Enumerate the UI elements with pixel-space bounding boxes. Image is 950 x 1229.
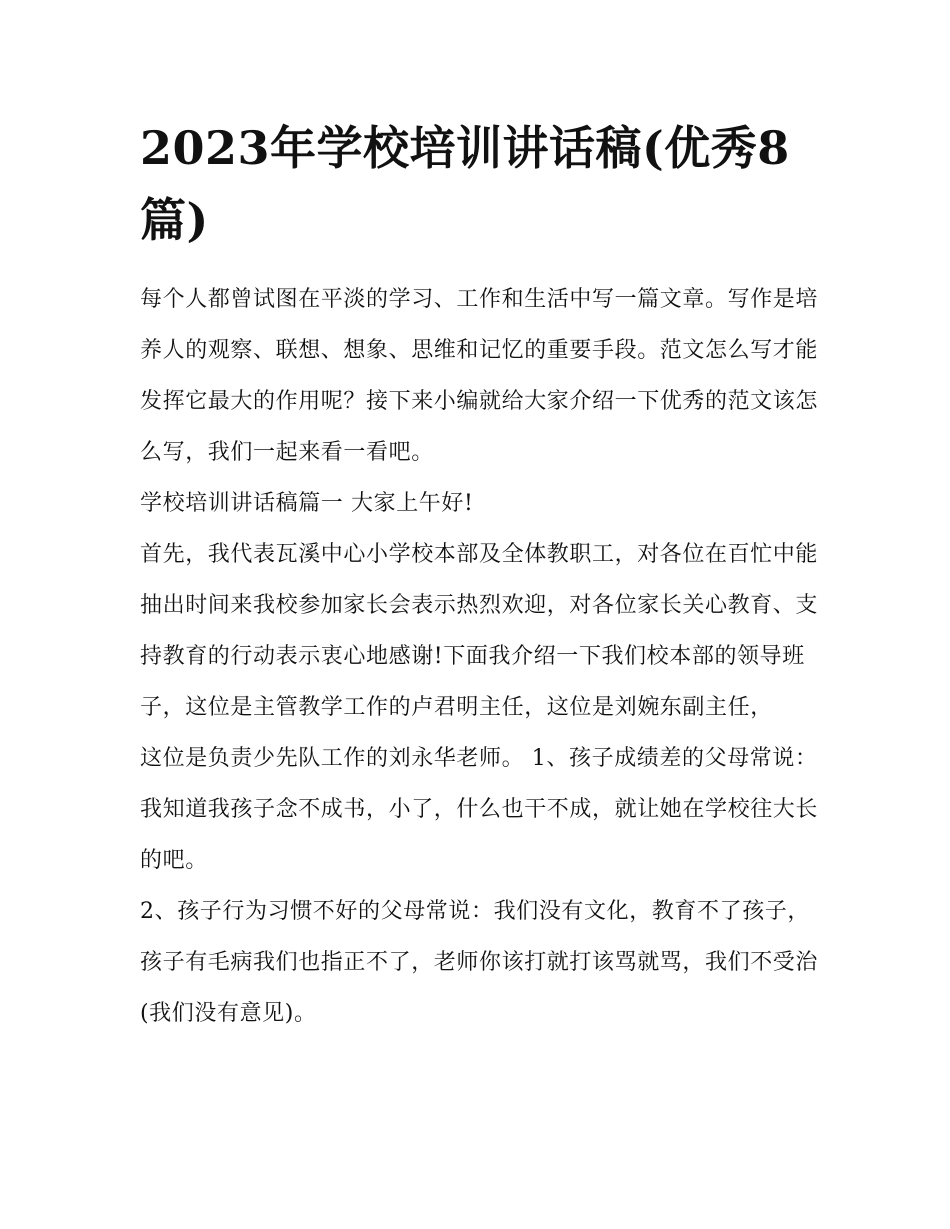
paragraph-welcome: 首先，我代表瓦溪中心小学校本部及全体教职工，对各位在百忙中能抽出时间来我校参加家长会表示热烈欢迎，对各位家长关心教育、支持教育的行动表示衷心地感谢!下面我介绍一下我们校本部的领导班子，这位是主管教学工作的卢君明主任，这位是刘婉东副主任， [140,542,819,720]
paragraph-point-1: 这位是负责少先队工作的刘永华老师。 1、孩子成绩差的父母常说：我知道我孩子念不成书，小了，什么也干不成，就让她在学校往大长的吧。 [140,746,819,873]
document-title: 2023年学校培训讲话稿(优秀8篇) [140,121,790,247]
paragraph-section-heading: 学校培训讲话稿篇一 大家上午好! [140,491,474,516]
paragraph-point-2: 2、孩子行为习惯不好的父母常说：我们没有文化，教育不了孩子，孩子有毛病我们也指正不了，老师你该打就打该骂就骂，我们不受治(我们没有意见)。 [140,899,819,1026]
document-page [140,112,820,1039]
paragraph-intro: 每个人都曾试图在平淡的学习、工作和生活中写一篇文章。写作是培养人的观察、联想、想象、思维和记忆的重要手段。范文怎么写才能发挥它最大的作用呢？接下来小编就给大家介绍一下优秀的范文该怎么写，我们一起来看一看吧。 [140,287,819,465]
